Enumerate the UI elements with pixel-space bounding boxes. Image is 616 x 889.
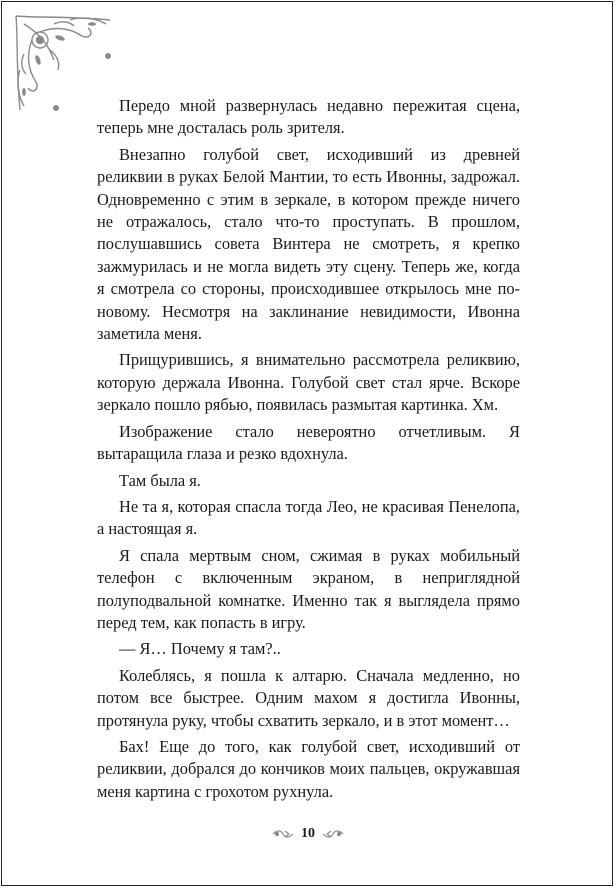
page-number: 10 (301, 826, 315, 841)
left-flourish-icon (271, 828, 295, 840)
paragraph: — Я… Почему я там?.. (119, 639, 281, 659)
paragraph: Бах! Еще до того, как голубой свет, исходивший от реликвии, добрался до кончиков моих пальцев, окружавшая меня картина с грохотом рухнула. (97, 736, 520, 801)
right-flourish-icon (321, 828, 345, 840)
page-footer (0, 826, 616, 842)
paragraph: Там была я. (119, 470, 201, 490)
paragraph: Прищурившись, я внимательно рассмотрела реликвию, которую держала Ивонна. Голубой свет стал ярче. Вскоре зеркало пошло рябью, появилась размытая картинка. Хм. (97, 350, 520, 415)
paragraph: Изображение стало невероятно отчетливым. Я вытаращила глаза и резко вдохнула. (97, 421, 520, 464)
paragraph: Не та я, которая спасла тогда Лео, не красивая Пенелопа, а настоящая я. (97, 496, 520, 539)
body-text (97, 95, 520, 803)
paragraph: Передо мной развернулась недавно пережитая сцена, теперь мне досталась роль зрителя. (97, 96, 520, 138)
paragraph: Колеблясь, я пошла к алтарю. Сначала медленно, но потом все быстрее. Одним махом я достигла Ивонны, протянула руку, чтобы схватить зеркало, и в этот момент… (97, 665, 520, 730)
paragraph: Внезапно голубой свет, исходивший из древней реликвии в руках Белой Мантии, то есть Ивонны, задрожал. Одновременно с этим в зеркале, в котором прежде ничего не отражалось, стало что-то проступать. В прошлом, послушавшись совета Винтера не смотреть, я крепко зажмурилась и не могла видеть эту сцену. Теперь же, когда я смотрела со стороны, происходившее открылось мне по-новому. Несмотря на заклинание невидимости, Ивонна заметила меня. (97, 144, 520, 344)
paragraph: Я спала мертвым сном, сжимая в руках мобильный телефон с включенным экраном, в неприглядной полуподвальной комнатке. Именно так я выглядела прямо перед тем, как попасть в игру. (97, 545, 520, 632)
